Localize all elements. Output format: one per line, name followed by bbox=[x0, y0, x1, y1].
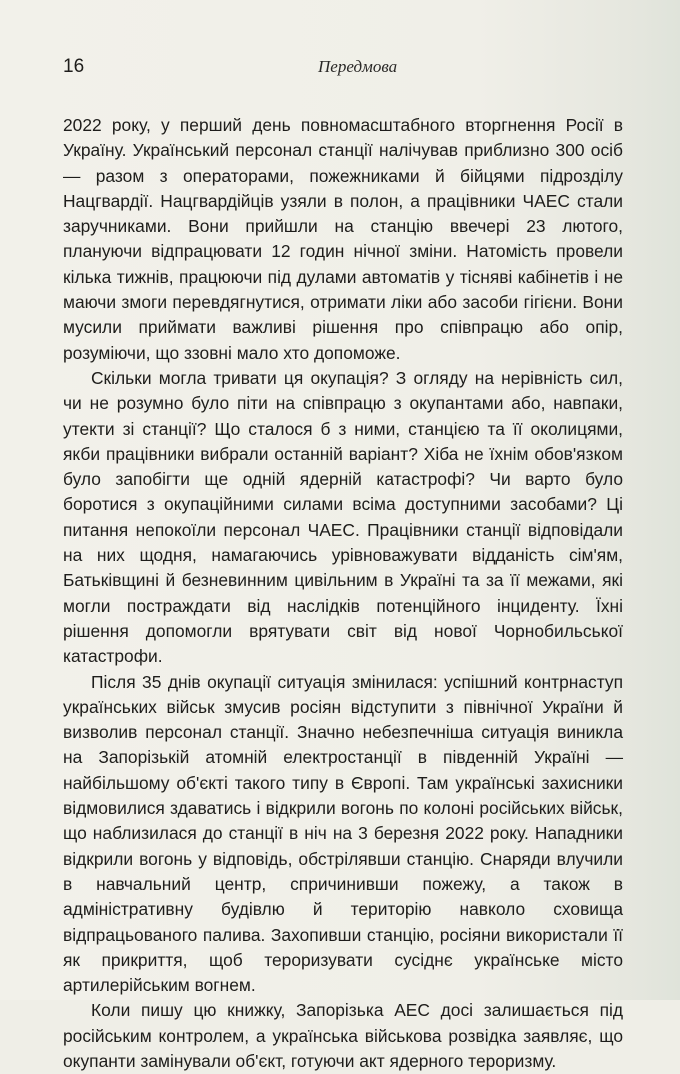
paragraph: Після 35 днів окупації ситуація змінилася: успішний контрнаступ українських військ змусив росіян відступити з північної України й визволив персонал станції. Значно небезпечніша ситуація виникла на Запорізькій атомній електростанції в південній Україні — найбільшому об'єкті такого типу в Європі. Там українські захисники відмовилися здаватись і відкрили вогонь по колоні російських військ, що наблизилася до станції в ніч на 3 березня 2022 року. Нападники відкрили вогонь у відповідь, обстрілявши станцію. Снаряди влучили в навчальний центр, спричинивши пожежу, а також в адміністративну будівлю й територію навколо сховища відпрацьованого палива. Захопивши станцію, росіяни використали її як прикриття, щоб тероризувати сусіднє українське місто артилерійським вогнем. bbox=[63, 671, 623, 996]
paragraph: Коли пишу цю книжку, Запорізька АЕС досі залишається під російським контролем, а українська військова розвідка заявляє, що окупанти замінували об'єкт, готуючи акт ядерного тероризму. bbox=[63, 1000, 623, 1071]
paragraph-continuation: 2022 року, у перший день повномасштабного вторгнення Росії в Україну. Український персонал станції налічував приблизно 300 осіб — разом з операторами, пожежниками й бійцями підрозділу Нацгвардії. Нацгвардійців узяли в полон, а працівники ЧАЕС стали заручниками. Вони прийшли на станцію ввечері 23 лютого, плануючи відпрацювати 12 годин нічної зміни. Натомість провели кілька тижнів, працюючи під дулами автоматів у тісняві кабінетів і не маючи змоги перевдягнутися, отримати ліки або засоби гігієни. Вони мусили приймати важливі рішення про співпрацю або опір, розуміючи, що ззовні мало хто допоможе. bbox=[63, 115, 623, 363]
running-title: Передмова bbox=[318, 57, 398, 76]
page-header bbox=[63, 56, 623, 82]
body-text bbox=[63, 113, 623, 1074]
paragraph: Скільки могла тривати ця окупація? З огляду на нерівність сил, чи не розумно було піти на співпрацю з окупантами або, навпаки, утекти зі станції? Що сталося б з ними, станцією та її околицями, якби працівники вибрали останній варіант? Хіба не їхнім обов'язком було запобігти ще одній ядерній катастрофі? Чи варто було боротися з окупаційними силами всіма доступними засобами? Ці питання непокоїли персонал ЧАЕС. Працівники станції відповідали на них щодня, намагаючись урівноважувати відданість сім'ям, Батьківщині й безневинним цивільним в Україні та за її межами, які могли постраждати від наслідків потенційного інциденту. Їхні рішення допомогли врятувати світ від нової Чорнобильської катастрофи. bbox=[63, 367, 623, 667]
page-number: 16 bbox=[63, 56, 85, 77]
